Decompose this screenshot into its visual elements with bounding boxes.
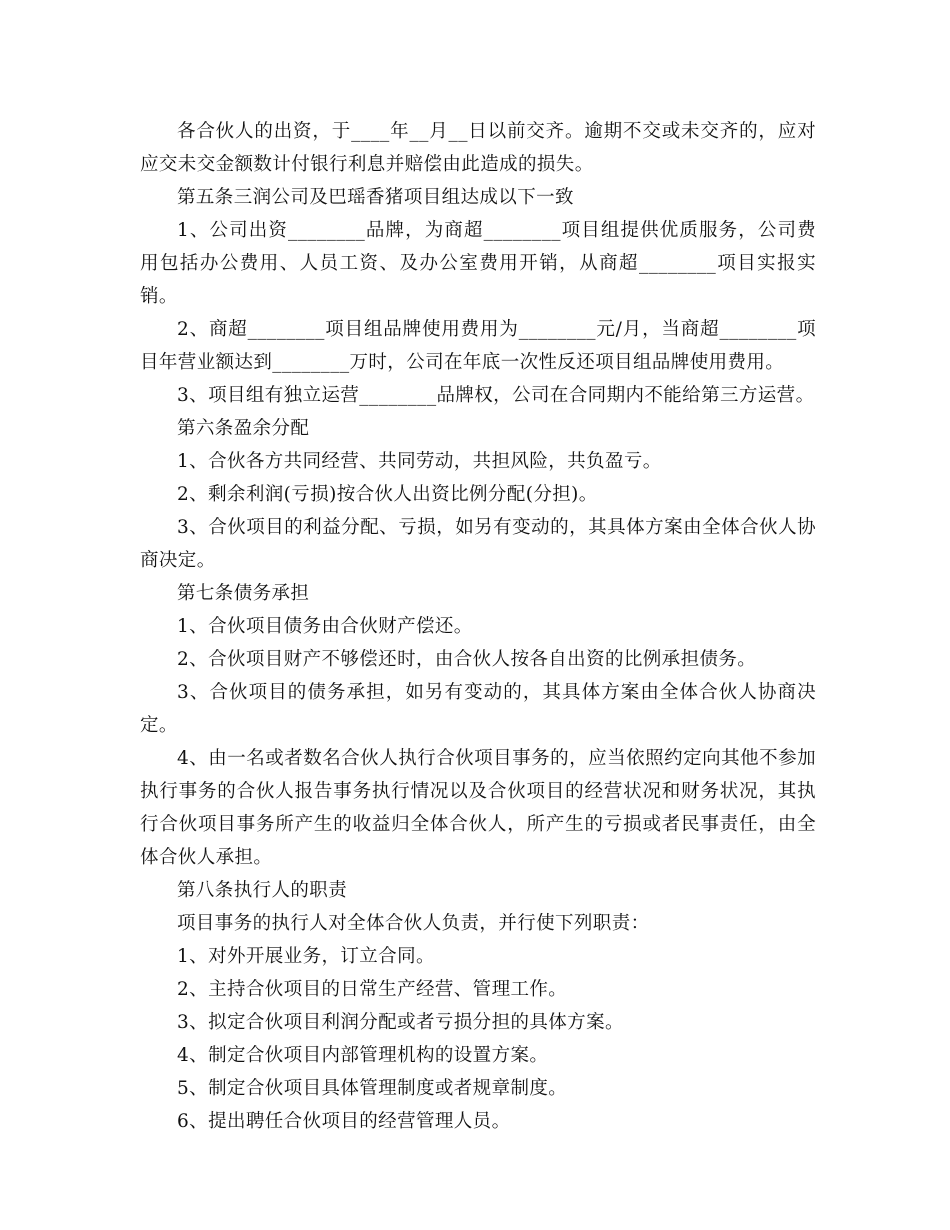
paragraph-article-7-item-3: 3、合伙项目的债务承担，如另有变动的，其具体方案由全体合伙人协商决定。 bbox=[140, 682, 816, 736]
paragraph-article-8-intro: 项目事务的执行人对全体合伙人负责，并行使下列职责： bbox=[177, 913, 650, 934]
paragraph-article-7-item-4: 4、由一名或者数名合伙人执行合伙项目事务的，应当依照约定向其他不参加执行事务的合伙人报告事务执行情况以及合伙项目的经营状况和财务状况，其执行合伙项目事务所产生的收益归全体合伙人，所产生的亏损或者民事责任，由全体合伙人承担。 bbox=[140, 748, 816, 868]
paragraph-article-8-item-6: 6、提出聘任合伙项目的经营管理人员。 bbox=[177, 1111, 511, 1132]
heading-article-6: 第六条盈余分配 bbox=[177, 418, 310, 439]
paragraph-article-5-item-2: 2、商超________项目组品牌使用费用为________元/月，当商超________项目年营业额达到________万时，公司在年底一次性反还项目组品牌使用费用。 bbox=[140, 319, 816, 373]
paragraph-article-6-item-1: 1、合伙各方共同经营、共同劳动，共担风险，共负盈亏。 bbox=[177, 451, 662, 472]
heading-article-5: 第五条三润公司及巴瑶香猪项目组达成以下一致 bbox=[177, 187, 574, 208]
paragraph-article-5-item-1: 1、公司出资________品牌，为商超________项目组提供优质服务，公司费用包括办公费用、人员工资、及办公室费用开销，从商超________项目实报实销。 bbox=[140, 220, 816, 307]
paragraph-article-8-item-5: 5、制定合伙项目具体管理制度或者规章制度。 bbox=[177, 1078, 568, 1099]
paragraph-article-6-item-3: 3、合伙项目的利益分配、亏损，如另有变动的，其具体方案由全体合伙人协商决定。 bbox=[140, 517, 816, 571]
heading-article-7: 第七条债务承担 bbox=[177, 583, 310, 604]
paragraph-article-7-item-1: 1、合伙项目债务由合伙财产偿还。 bbox=[177, 616, 473, 637]
paragraph-article-8-item-2: 2、主持合伙项目的日常生产经营、管理工作。 bbox=[177, 979, 568, 1000]
heading-article-8: 第八条执行人的职责 bbox=[177, 880, 348, 901]
paragraph-article-5-item-3: 3、项目组有独立运营________品牌权，公司在合同期内不能给第三方运营。 bbox=[177, 385, 815, 406]
paragraph-contribution-deadline: 各合伙人的出资，于____年__月__日以前交齐。逾期不交或未交齐的，应对应交未交金额数计付银行利息并赔偿由此造成的损失。 bbox=[140, 121, 816, 175]
paragraph-article-8-item-4: 4、制定合伙项目内部管理机构的设置方案。 bbox=[177, 1045, 549, 1066]
paragraph-article-8-item-1: 1、对外开展业务，订立合同。 bbox=[177, 946, 435, 967]
document-body bbox=[140, 115, 816, 1138]
paragraph-article-8-item-3: 3、拟定合伙项目利润分配或者亏损分担的具体方案。 bbox=[177, 1012, 624, 1033]
paragraph-article-6-item-2: 2、剩余利润(亏损)按合伙人出资比例分配(分担)。 bbox=[177, 484, 598, 505]
paragraph-article-7-item-2: 2、合伙项目财产不够偿还时，由合伙人按各自出资的比例承担债务。 bbox=[177, 649, 757, 670]
